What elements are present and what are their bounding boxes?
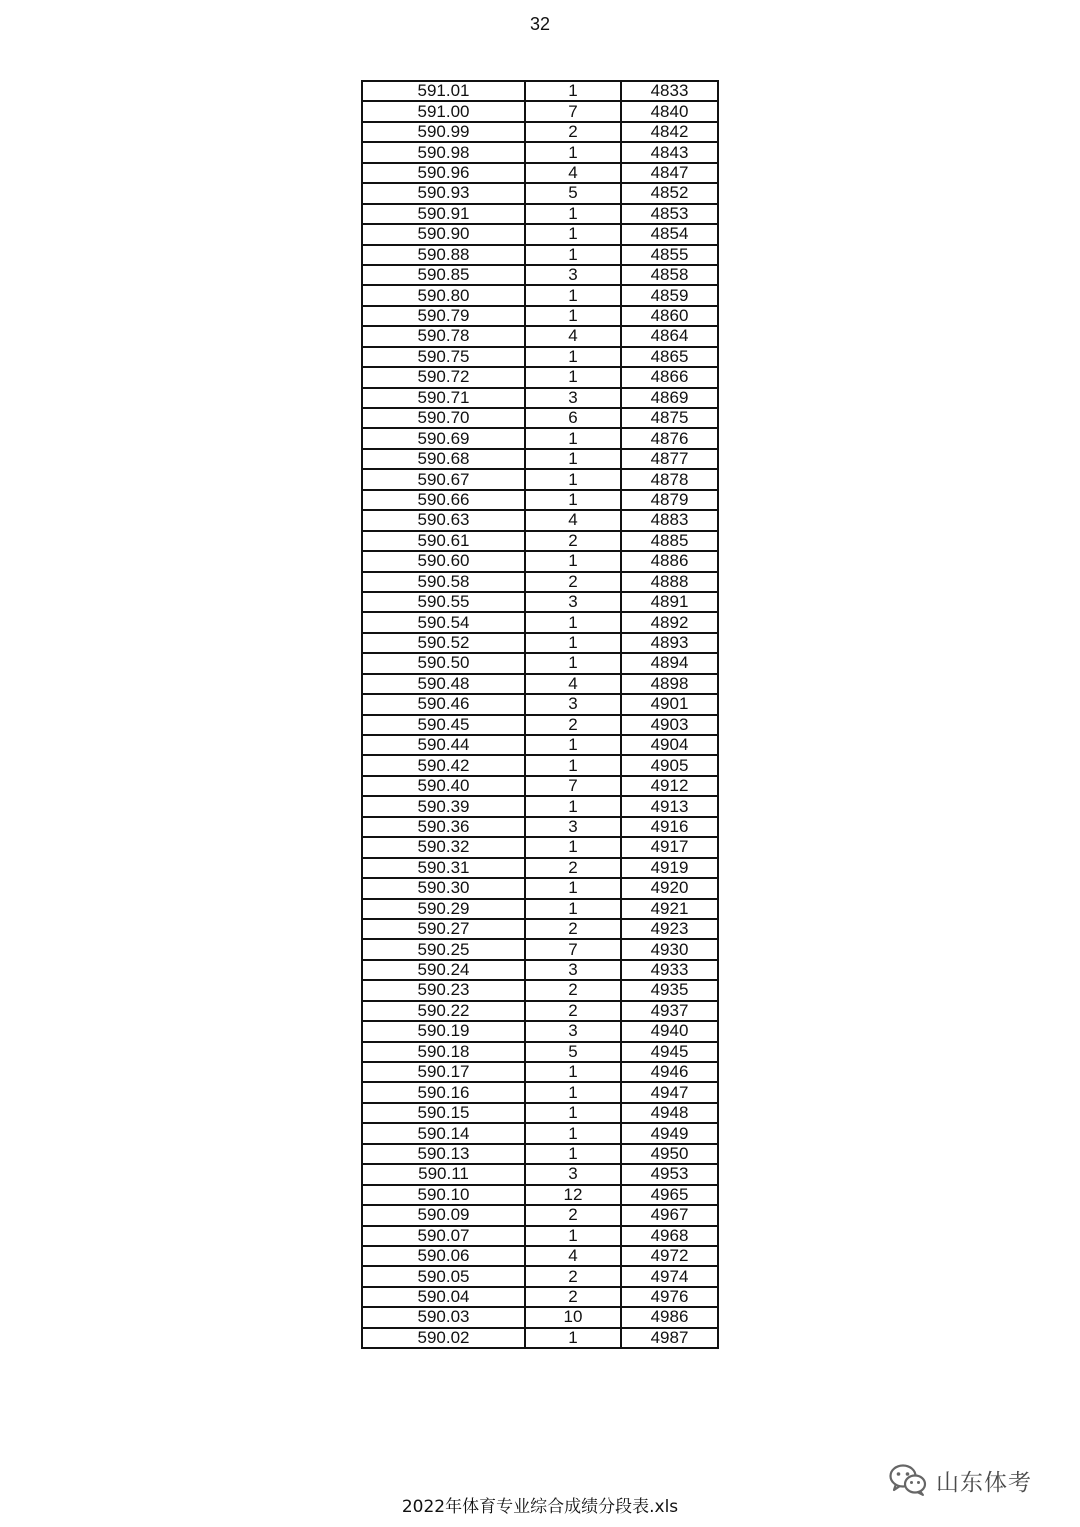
- cumulative-cell: 4883: [621, 510, 718, 530]
- cumulative-cell: 4843: [621, 142, 718, 162]
- count-cell: 1: [525, 285, 621, 305]
- table-row: [362, 899, 718, 919]
- cumulative-cell: 4937: [621, 1001, 718, 1021]
- score-cell: 590.79: [362, 306, 525, 326]
- score-cell: 590.23: [362, 980, 525, 1000]
- score-cell: 590.85: [362, 265, 525, 285]
- table-row: [362, 1226, 718, 1246]
- score-cell: 590.27: [362, 919, 525, 939]
- score-cell: 590.71: [362, 388, 525, 408]
- page-number: 32: [529, 14, 551, 34]
- cumulative-cell: 4833: [621, 81, 718, 101]
- count-cell: 1: [525, 633, 621, 653]
- count-cell: 4: [525, 510, 621, 530]
- cumulative-cell: 4901: [621, 694, 718, 714]
- score-cell: 590.13: [362, 1144, 525, 1164]
- cumulative-cell: 4854: [621, 224, 718, 244]
- cumulative-cell: 4968: [621, 1226, 718, 1246]
- score-cell: 591.01: [362, 81, 525, 101]
- score-cell: 590.46: [362, 694, 525, 714]
- cumulative-cell: 4891: [621, 592, 718, 612]
- table-row: [362, 183, 718, 203]
- score-cell: 590.50: [362, 653, 525, 673]
- cumulative-cell: 4987: [621, 1328, 718, 1348]
- cumulative-cell: 4916: [621, 817, 718, 837]
- score-cell: 590.69: [362, 428, 525, 448]
- table-row: [362, 1307, 718, 1327]
- count-cell: 1: [525, 1082, 621, 1102]
- table-row: [362, 1042, 718, 1062]
- count-cell: 12: [525, 1185, 621, 1205]
- score-cell: 590.66: [362, 490, 525, 510]
- table-row: [362, 469, 718, 489]
- cumulative-cell: 4864: [621, 326, 718, 346]
- cumulative-cell: 4913: [621, 796, 718, 816]
- score-cell: 590.88: [362, 245, 525, 265]
- count-cell: 1: [525, 245, 621, 265]
- footer-filename: 2022年体育专业综合成绩分段表.xls: [401, 1497, 679, 1517]
- table-row: [362, 633, 718, 653]
- table-row: [362, 919, 718, 939]
- score-cell: 590.78: [362, 326, 525, 346]
- count-cell: 2: [525, 980, 621, 1000]
- table-row: [362, 285, 718, 305]
- score-cell: 590.99: [362, 122, 525, 142]
- cumulative-cell: 4912: [621, 776, 718, 796]
- cumulative-cell: 4949: [621, 1123, 718, 1143]
- score-cell: 590.58: [362, 572, 525, 592]
- table-row: [362, 122, 718, 142]
- score-cell: 590.96: [362, 163, 525, 183]
- score-cell: 590.02: [362, 1328, 525, 1348]
- cumulative-cell: 4876: [621, 428, 718, 448]
- score-cell: 590.61: [362, 531, 525, 551]
- table-row: [362, 163, 718, 183]
- count-cell: 6: [525, 408, 621, 428]
- count-cell: 1: [525, 612, 621, 632]
- count-cell: 4: [525, 1246, 621, 1266]
- watermark-text: 山东体考: [936, 1469, 1032, 1496]
- score-cell: 590.24: [362, 960, 525, 980]
- count-cell: 2: [525, 1001, 621, 1021]
- cumulative-cell: 4953: [621, 1164, 718, 1184]
- cumulative-cell: 4898: [621, 674, 718, 694]
- count-cell: 1: [525, 653, 621, 673]
- table-row: [362, 796, 718, 816]
- count-cell: 1: [525, 1123, 621, 1143]
- table-row: [362, 1001, 718, 1021]
- score-cell: 590.55: [362, 592, 525, 612]
- score-distribution-table: [361, 80, 719, 1349]
- cumulative-cell: 4855: [621, 245, 718, 265]
- table-row: [362, 1062, 718, 1082]
- cumulative-cell: 4923: [621, 919, 718, 939]
- table-row: [362, 408, 718, 428]
- cumulative-cell: 4967: [621, 1205, 718, 1225]
- score-cell: 590.19: [362, 1021, 525, 1041]
- score-cell: 590.09: [362, 1205, 525, 1225]
- score-cell: 590.98: [362, 142, 525, 162]
- score-cell: 590.93: [362, 183, 525, 203]
- table-row: [362, 306, 718, 326]
- cumulative-cell: 4947: [621, 1082, 718, 1102]
- count-cell: 7: [525, 101, 621, 121]
- score-cell: 590.90: [362, 224, 525, 244]
- cumulative-cell: 4948: [621, 1103, 718, 1123]
- count-cell: 1: [525, 755, 621, 775]
- cumulative-cell: 4840: [621, 101, 718, 121]
- cumulative-cell: 4930: [621, 939, 718, 959]
- count-cell: 2: [525, 858, 621, 878]
- count-cell: 1: [525, 428, 621, 448]
- table-row: [362, 449, 718, 469]
- cumulative-cell: 4904: [621, 735, 718, 755]
- table-row: [362, 1205, 718, 1225]
- cumulative-cell: 4875: [621, 408, 718, 428]
- cumulative-cell: 4865: [621, 347, 718, 367]
- count-cell: 3: [525, 694, 621, 714]
- cumulative-cell: 4917: [621, 837, 718, 857]
- table-row: [362, 551, 718, 571]
- table-body: [362, 81, 718, 1348]
- cumulative-cell: 4860: [621, 306, 718, 326]
- table-row: [362, 1185, 718, 1205]
- count-cell: 1: [525, 878, 621, 898]
- score-cell: 590.16: [362, 1082, 525, 1102]
- cumulative-cell: 4859: [621, 285, 718, 305]
- table-row: [362, 204, 718, 224]
- count-cell: 3: [525, 960, 621, 980]
- score-cell: 591.00: [362, 101, 525, 121]
- table-row: [362, 776, 718, 796]
- score-cell: 590.32: [362, 837, 525, 857]
- score-cell: 590.44: [362, 735, 525, 755]
- table-row: [362, 878, 718, 898]
- table-row: [362, 101, 718, 121]
- count-cell: 2: [525, 715, 621, 735]
- count-cell: 2: [525, 919, 621, 939]
- score-cell: 590.06: [362, 1246, 525, 1266]
- cumulative-cell: 4974: [621, 1266, 718, 1286]
- count-cell: 1: [525, 469, 621, 489]
- table-row: [362, 694, 718, 714]
- count-cell: 1: [525, 204, 621, 224]
- table-row: [362, 1287, 718, 1307]
- cumulative-cell: 4877: [621, 449, 718, 469]
- count-cell: 2: [525, 122, 621, 142]
- count-cell: 7: [525, 939, 621, 959]
- cumulative-cell: 4950: [621, 1144, 718, 1164]
- count-cell: 7: [525, 776, 621, 796]
- count-cell: 1: [525, 367, 621, 387]
- cumulative-cell: 4945: [621, 1042, 718, 1062]
- cumulative-cell: 4866: [621, 367, 718, 387]
- count-cell: 4: [525, 326, 621, 346]
- table-row: [362, 817, 718, 837]
- cumulative-cell: 4878: [621, 469, 718, 489]
- score-cell: 590.42: [362, 755, 525, 775]
- score-cell: 590.48: [362, 674, 525, 694]
- count-cell: 2: [525, 572, 621, 592]
- score-cell: 590.17: [362, 1062, 525, 1082]
- cumulative-cell: 4885: [621, 531, 718, 551]
- table-row: [362, 715, 718, 735]
- cumulative-cell: 4892: [621, 612, 718, 632]
- cumulative-cell: 4965: [621, 1185, 718, 1205]
- count-cell: 1: [525, 490, 621, 510]
- cumulative-cell: 4886: [621, 551, 718, 571]
- count-cell: 1: [525, 81, 621, 101]
- table-row: [362, 142, 718, 162]
- table-row: [362, 735, 718, 755]
- score-cell: 590.70: [362, 408, 525, 428]
- table-row: [362, 980, 718, 1000]
- cumulative-cell: 4847: [621, 163, 718, 183]
- score-cell: 590.11: [362, 1164, 525, 1184]
- score-cell: 590.22: [362, 1001, 525, 1021]
- table-row: [362, 612, 718, 632]
- count-cell: 3: [525, 592, 621, 612]
- table-row: [362, 837, 718, 857]
- cumulative-cell: 4893: [621, 633, 718, 653]
- score-cell: 590.91: [362, 204, 525, 224]
- count-cell: 1: [525, 899, 621, 919]
- score-cell: 590.52: [362, 633, 525, 653]
- count-cell: 1: [525, 837, 621, 857]
- cumulative-cell: 4986: [621, 1307, 718, 1327]
- cumulative-cell: 4869: [621, 388, 718, 408]
- cumulative-cell: 4853: [621, 204, 718, 224]
- table-row: [362, 1021, 718, 1041]
- table-row: [362, 428, 718, 448]
- cumulative-cell: 4919: [621, 858, 718, 878]
- cumulative-cell: 4920: [621, 878, 718, 898]
- table-row: [362, 592, 718, 612]
- score-cell: 590.03: [362, 1307, 525, 1327]
- count-cell: 1: [525, 1062, 621, 1082]
- score-cell: 590.04: [362, 1287, 525, 1307]
- count-cell: 5: [525, 183, 621, 203]
- table-row: [362, 1164, 718, 1184]
- score-cell: 590.07: [362, 1226, 525, 1246]
- table-row: [362, 1123, 718, 1143]
- table-row: [362, 1103, 718, 1123]
- count-cell: 4: [525, 163, 621, 183]
- score-cell: 590.54: [362, 612, 525, 632]
- score-cell: 590.10: [362, 1185, 525, 1205]
- score-cell: 590.14: [362, 1123, 525, 1143]
- count-cell: 2: [525, 1266, 621, 1286]
- score-cell: 590.18: [362, 1042, 525, 1062]
- count-cell: 1: [525, 1226, 621, 1246]
- count-cell: 1: [525, 1328, 621, 1348]
- cumulative-cell: 4940: [621, 1021, 718, 1041]
- table-row: [362, 510, 718, 530]
- score-cell: 590.40: [362, 776, 525, 796]
- score-cell: 590.25: [362, 939, 525, 959]
- score-cell: 590.36: [362, 817, 525, 837]
- count-cell: 3: [525, 388, 621, 408]
- cumulative-cell: 4946: [621, 1062, 718, 1082]
- count-cell: 10: [525, 1307, 621, 1327]
- table-row: [362, 1246, 718, 1266]
- cumulative-cell: 4888: [621, 572, 718, 592]
- count-cell: 1: [525, 1103, 621, 1123]
- count-cell: 3: [525, 265, 621, 285]
- cumulative-cell: 4935: [621, 980, 718, 1000]
- table-row: [362, 81, 718, 101]
- cumulative-cell: 4894: [621, 653, 718, 673]
- count-cell: 1: [525, 347, 621, 367]
- table-row: [362, 224, 718, 244]
- cumulative-cell: 4903: [621, 715, 718, 735]
- table-row: [362, 960, 718, 980]
- table-row: [362, 674, 718, 694]
- count-cell: 1: [525, 735, 621, 755]
- score-cell: 590.39: [362, 796, 525, 816]
- score-cell: 590.63: [362, 510, 525, 530]
- table-row: [362, 490, 718, 510]
- table-row: [362, 1328, 718, 1348]
- table-row: [362, 755, 718, 775]
- cumulative-cell: 4933: [621, 960, 718, 980]
- count-cell: 1: [525, 306, 621, 326]
- table-row: [362, 939, 718, 959]
- score-cell: 590.68: [362, 449, 525, 469]
- count-cell: 1: [525, 449, 621, 469]
- score-cell: 590.80: [362, 285, 525, 305]
- cumulative-cell: 4905: [621, 755, 718, 775]
- score-cell: 590.72: [362, 367, 525, 387]
- score-cell: 590.60: [362, 551, 525, 571]
- count-cell: 2: [525, 531, 621, 551]
- count-cell: 1: [525, 142, 621, 162]
- count-cell: 1: [525, 1144, 621, 1164]
- count-cell: 1: [525, 224, 621, 244]
- cumulative-cell: 4858: [621, 265, 718, 285]
- score-cell: 590.67: [362, 469, 525, 489]
- cumulative-cell: 4852: [621, 183, 718, 203]
- count-cell: 5: [525, 1042, 621, 1062]
- cumulative-cell: 4976: [621, 1287, 718, 1307]
- table-row: [362, 858, 718, 878]
- table-row: [362, 245, 718, 265]
- score-cell: 590.75: [362, 347, 525, 367]
- score-cell: 590.05: [362, 1266, 525, 1286]
- count-cell: 1: [525, 551, 621, 571]
- table-row: [362, 572, 718, 592]
- table-row: [362, 1144, 718, 1164]
- count-cell: 3: [525, 817, 621, 837]
- score-cell: 590.29: [362, 899, 525, 919]
- count-cell: 4: [525, 674, 621, 694]
- table-row: [362, 367, 718, 387]
- count-cell: 1: [525, 796, 621, 816]
- table-row: [362, 653, 718, 673]
- score-cell: 590.15: [362, 1103, 525, 1123]
- table-row: [362, 1266, 718, 1286]
- table-row: [362, 531, 718, 551]
- table-row: [362, 1082, 718, 1102]
- table-row: [362, 388, 718, 408]
- cumulative-cell: 4972: [621, 1246, 718, 1266]
- cumulative-cell: 4842: [621, 122, 718, 142]
- table-row: [362, 347, 718, 367]
- score-cell: 590.31: [362, 858, 525, 878]
- score-cell: 590.30: [362, 878, 525, 898]
- score-cell: 590.45: [362, 715, 525, 735]
- count-cell: 2: [525, 1287, 621, 1307]
- count-cell: 2: [525, 1205, 621, 1225]
- table-row: [362, 265, 718, 285]
- count-cell: 3: [525, 1021, 621, 1041]
- count-cell: 3: [525, 1164, 621, 1184]
- table-row: [362, 326, 718, 346]
- cumulative-cell: 4921: [621, 899, 718, 919]
- cumulative-cell: 4879: [621, 490, 718, 510]
